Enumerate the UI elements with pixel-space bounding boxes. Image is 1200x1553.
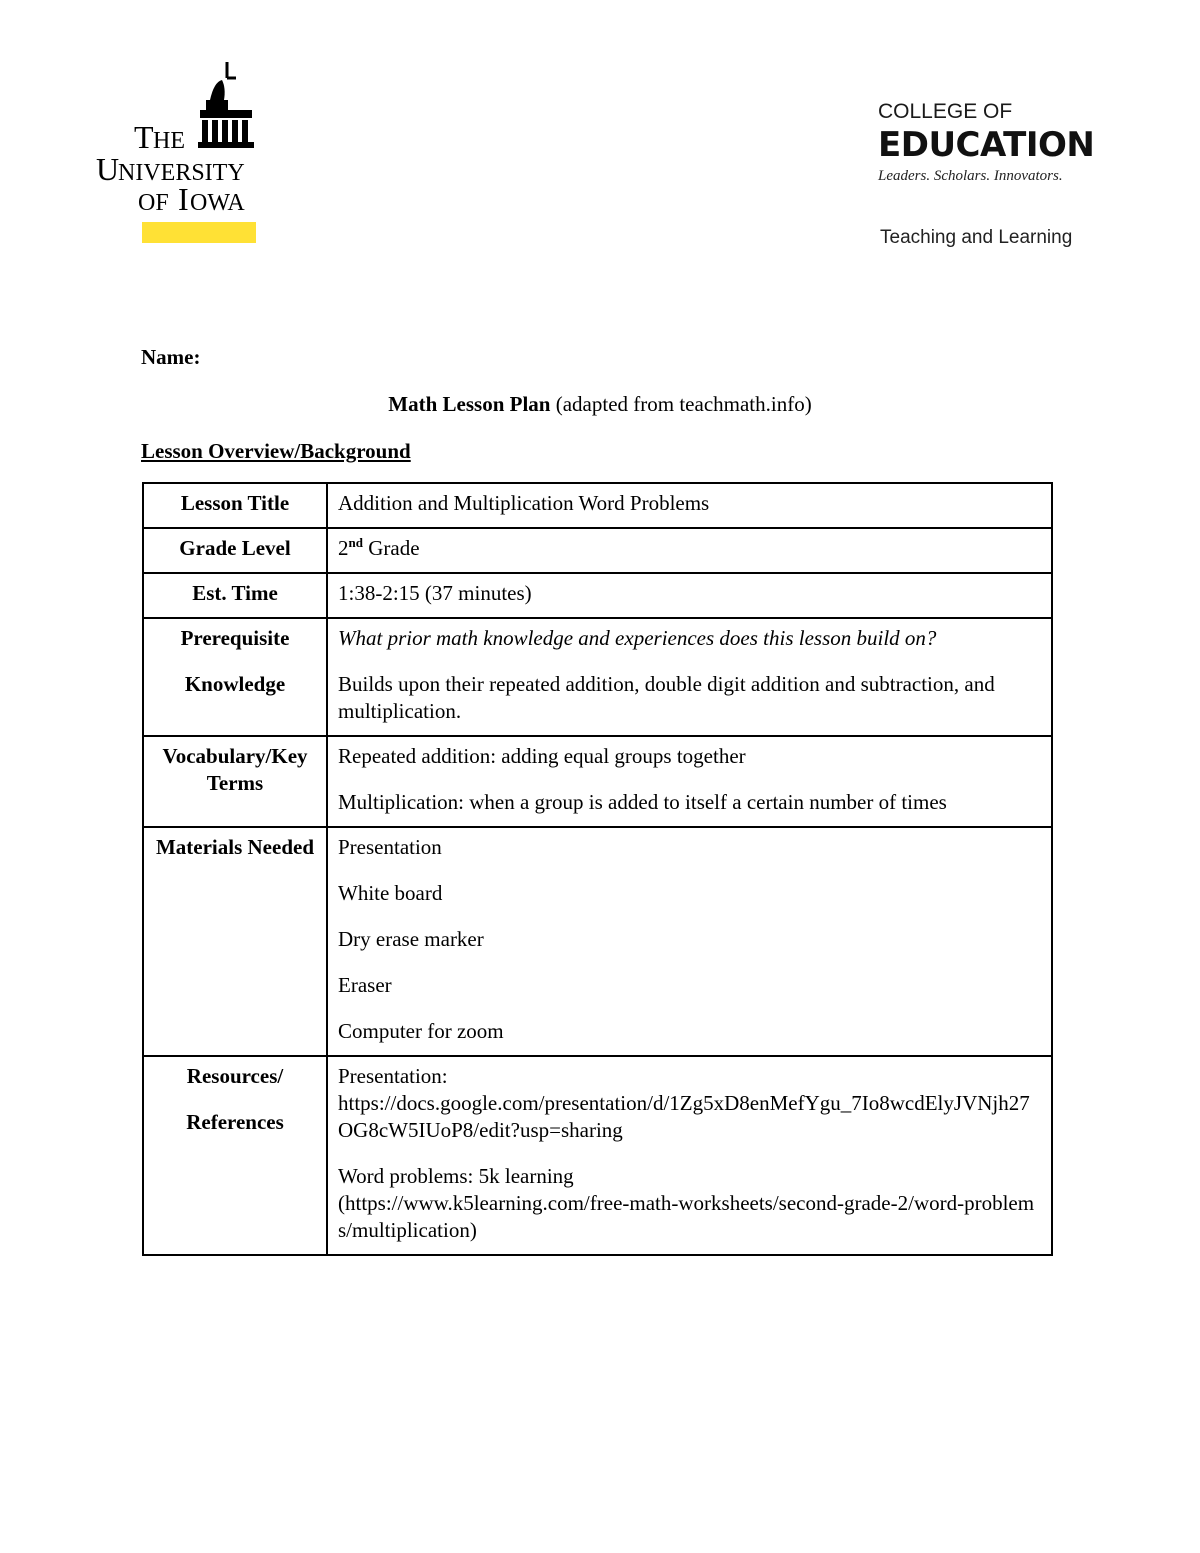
presentation-label: Presentation: — [338, 1064, 448, 1088]
table-row — [143, 528, 1052, 573]
vocabulary-item: Multiplication: when a group is added to itself a certain number of times — [338, 790, 947, 814]
resources-label — [143, 1056, 327, 1255]
table-row — [143, 483, 1052, 528]
svg-text:OF: OF — [138, 190, 169, 216]
section-heading: Lesson Overview/Background — [141, 439, 411, 463]
department-label: Teaching and Learning — [880, 227, 1073, 248]
prerequisite-label — [143, 618, 327, 736]
grade-suffix: nd — [348, 535, 363, 550]
document-title-rest: (adapted from teachmath.info) — [550, 392, 812, 416]
prerequisite-label-line2: Knowledge — [184, 672, 286, 696]
document-title — [0, 392, 1200, 417]
table-row — [143, 573, 1052, 618]
material-item: White board — [338, 881, 443, 905]
svg-text:HE: HE — [153, 128, 185, 154]
prerequisite-value — [327, 618, 1052, 736]
education-label: EDUCATION — [878, 125, 1095, 165]
prerequisite-answer: Builds upon their repeated addition, double digit addition and subtraction, and multiplication. — [338, 672, 995, 723]
table-row — [143, 827, 1052, 1056]
name-label: Name: — [141, 345, 201, 369]
presentation-link[interactable]: https://docs.google.com/presentation/d/1Zg5xD8enMefYgu_7Io8wcdElyJVNjh27OG8cW5IUoP8/edit?usp=sharing — [338, 1091, 1030, 1142]
prerequisite-question: What prior math knowledge and experiences does this lesson build on? — [338, 626, 937, 650]
table-row — [143, 1056, 1052, 1255]
resources-value — [327, 1056, 1052, 1255]
lesson-title-value: Addition and Multiplication Word Problems — [327, 483, 1052, 528]
svg-text:U: U — [96, 151, 120, 187]
lesson-overview-table — [142, 482, 1053, 1256]
grade-text: Grade — [362, 536, 420, 560]
prerequisite-label-line1: Prerequisite — [180, 626, 290, 650]
word-problems-label: Word problems: 5k learning — [338, 1164, 574, 1188]
est-time-value: 1:38-2:15 (37 minutes) — [327, 573, 1052, 618]
est-time-label: Est. Time — [143, 573, 327, 618]
document-title-bold: Math Lesson Plan — [388, 392, 551, 416]
resources-label-line2: References — [186, 1110, 284, 1134]
lesson-title-label: Lesson Title — [143, 483, 327, 528]
svg-text:OWA: OWA — [190, 190, 245, 216]
table-row — [143, 618, 1052, 736]
table-row — [143, 736, 1052, 827]
college-of-education-logo — [878, 100, 1118, 185]
svg-text:I: I — [178, 181, 189, 217]
college-tagline: Leaders. Scholars. Innovators. — [878, 168, 1063, 184]
grade-level-label: Grade Level — [143, 528, 327, 573]
svg-text:NIVERSITY: NIVERSITY — [118, 160, 245, 186]
material-item: Dry erase marker — [338, 927, 484, 951]
svg-text:T: T — [134, 119, 154, 155]
grade-level-value — [327, 528, 1052, 573]
word-problems-link[interactable]: (https://www.k5learning.com/free-math-worksheets/second-grade-2/word-problems/multiplication) — [338, 1191, 1035, 1242]
resources-label-line1: Resources/ — [186, 1064, 284, 1088]
materials-value — [327, 827, 1052, 1056]
vocabulary-value — [327, 736, 1052, 827]
university-of-iowa-logo — [96, 60, 266, 245]
material-item: Eraser — [338, 973, 392, 997]
material-item: Computer for zoom — [338, 1019, 504, 1043]
grade-number: 2 — [338, 536, 349, 560]
vocabulary-label: Vocabulary/Key Terms — [143, 736, 327, 827]
old-capitol-icon — [96, 60, 266, 245]
college-of-label: COLLEGE OF — [878, 100, 1013, 123]
materials-label: Materials Needed — [143, 827, 327, 1056]
vocabulary-item: Repeated addition: adding equal groups together — [338, 744, 746, 768]
material-item: Presentation — [338, 835, 442, 859]
